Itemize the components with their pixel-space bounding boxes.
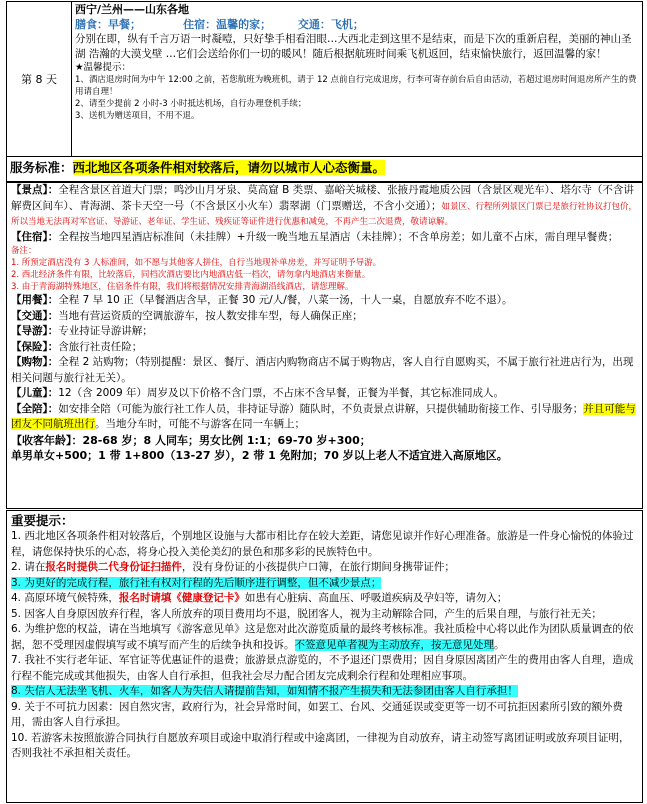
note-text: ，没有身份证的小孩提供户口簿，在旅行期间身携带证件；	[181, 561, 455, 573]
transport-text: 当地有营运资质的空调旅游车，按人数安排车型，每人确保正座；	[58, 309, 363, 322]
note-item: 10. 若游客未按照旅游合同执行自愿放弃项目或途中取消行程或中途离团，一律视为自动放弃，请主动签写离团证明或放弃项目证明，否则我社不承担相关责任。	[11, 731, 630, 759]
note-highlight: 不签意见单者视为主动放弃，按无意见处理	[294, 638, 494, 651]
meals-line: 膳食：早餐； 住宿：温馨的家； 交通：飞机；	[75, 18, 364, 31]
service-standard	[7, 157, 642, 179]
route-title: 西宁/兰州——山东各地	[75, 3, 190, 16]
escort-section	[11, 402, 638, 433]
note-emphasis: 报名时提供二代身份证扫描件	[45, 561, 182, 573]
note-text: 。	[494, 638, 505, 651]
meal-label: 【用餐】：	[11, 294, 59, 306]
note-item	[7, 560, 642, 576]
note-text: 2. 请在	[11, 561, 46, 573]
age-line: 【收客年龄】：28-68 岁；8 人同车；男女比例 1:1；69-70 岁+300；	[11, 433, 371, 447]
tip-item: 2、请至少提前 2 小时-3 小时抵达机场，自行办理登机手续；	[75, 99, 307, 109]
note-item	[7, 622, 642, 653]
note-item	[7, 576, 642, 592]
scenic-text: 全程含景区首道大门票；鸣沙山月牙泉、莫高窟 B 类票、嘉峪关城楼、张掖丹霞地质公园（含景区观光车）、塔尔寺（不含讲解费区间车）、青海湖、茶卡天空一号（不含景区小火车）翡翠湖（门票赠送，不含小交通）；	[11, 184, 634, 212]
note-text: 6. 为维护您的权益，请在当地填写《游客意见单》这是您对此次游览质量的最终考核标准。我社质检中心将以此作为团队质量调查的依据，恕不受理因虚假填写或不填写而产生的后续争执和投诉。	[11, 623, 634, 651]
meal-text: 全程 7 早 10 正（早餐酒店含早，正餐 30 元/人/餐，八菜一汤，十人一桌，自愿放弃不吃不退）。	[58, 294, 513, 306]
note-highlight: 3. 为更好的完成行程，旅行社有权对行程的先后顺序进行调整，但不减少景点；	[11, 576, 382, 589]
note-text: 4. 高原环境气候特殊，	[11, 592, 119, 604]
transport-section	[11, 309, 638, 325]
hotel-note: 3. 由于青海湖特殊地区，住宿条件有限，我们将根据情况安排青海湖沿线酒店，请您理解。	[11, 282, 354, 292]
note-item	[7, 591, 642, 607]
itinerary-page	[6, 1, 643, 802]
shopping-text: 全程 2 站购物；（特别提醒：景区、餐厅、酒店内购物商店不属于购物店，客人自行自愿购买，不属于旅行社进店行为，出现相关问题与旅行社无关）。	[11, 356, 634, 384]
guide-section	[11, 324, 638, 340]
transport-label: 【交通】：	[11, 309, 59, 322]
note-highlight: 8. 失信人无法坐飞机、火车，如客人为失信人请提前告知，如知情不报产生损失和无法参团由客人自行承担！	[11, 685, 518, 697]
scenic-note: 如景区、行程所列景区门票已是旅行社协议打包价，所以当地无法再对军官证、导游证、老年证、学生证、残疾证等证件进行优惠和减免，不再产生二次退费，敬请谅解。	[11, 201, 638, 227]
service-standard-row	[6, 156, 643, 182]
note-item	[7, 684, 642, 700]
meal-section	[11, 293, 638, 309]
hotel-label: 【住宿】：	[11, 230, 59, 243]
note-item: 9. 关于不可抗力因素：因自然灾害，政府行为，社会异常时间，如罢工、台风、交通延误或变更等一切不可抗拒因素所引致的额外费用，需由客人自行承担。	[11, 700, 623, 728]
service-standard-label: 服务标准：	[10, 160, 73, 175]
day-content	[75, 3, 640, 122]
note-item: 5. 因客人自身原因放弃行程，客人所放弃的项目费用均不退，脱团客人，视为主动解除合同，产生的后果自理，与旅行社无关；	[11, 607, 602, 620]
hotel-note: 1. 所预定酒店没有 3 人标准间，如不愿与其他客人拼住，自行当地现补单房差，并写证明予导游。	[11, 258, 382, 268]
hotel-section	[11, 230, 638, 246]
shopping-label: 【购物】：	[11, 356, 59, 368]
note-emphasis: 报名时请填《健康登记卡》	[118, 592, 245, 604]
escort-text-end: 。当地分车时，可能不与游客在同一车辆上；	[95, 418, 305, 430]
children-label: 【儿童】：	[11, 387, 59, 399]
tip-item: 3、送机为赠送项目，不用不退。	[75, 111, 200, 121]
hotel-notes-heading: 备注：	[11, 246, 37, 256]
guide-label: 【导游】：	[11, 325, 59, 337]
tips-heading: ★温馨提示：	[75, 62, 132, 73]
hotel-text: 全程按当地四星酒店标准间（未挂牌）+升级一晚当地五星酒店（未挂牌）；不含单房差；如儿童不占床，需自理早餐费；	[58, 230, 619, 243]
day-row	[6, 1, 643, 157]
insurance-label: 【保险】：	[11, 340, 59, 353]
service-details	[6, 182, 643, 509]
scenic-label: 【景点】：	[11, 184, 59, 196]
escort-highlight: 并且可能与团友不同航班出行	[11, 402, 636, 430]
day-description: 分别在即，纵有千言万语一时凝噎，只好挚手相看泪眼…大西北走到这里不是结束，而是下次的重新启程，美丽的神山圣湖 浩瀚的大漠戈壁 …它们会送给你们一切的暖风！随后根据航班时间乘飞机返回，结束愉快旅行，返回温馨的家！	[75, 33, 632, 60]
hotel-note: 2. 西北经济条件有限，比较落后，同档次酒店要比内地酒店低一档次，请勿拿内地酒店来衡量。	[11, 270, 371, 280]
important-title: 重要提示：	[11, 513, 74, 528]
service-standard-text: 西北地区各项条件相对较落后，请勿以城市人心态衡量。	[72, 160, 386, 175]
escort-text: 如安排全陪（可能为旅行社工作人员，非持证导游）随队时，不负责景点讲解，只提供辅助衔接工作、引导服务；	[58, 402, 584, 415]
shopping-section	[11, 355, 638, 386]
age-line: 单男单女+500；1 带 1+800（13-27 岁），2 带 1 免附加；70 岁以上老人不适宜进入高原地区。	[11, 448, 508, 462]
escort-label: 【全陪】：	[11, 402, 59, 415]
guide-text: 专业持证导游讲解；	[58, 325, 153, 337]
children-text: 12（含 2009 年）周岁及以下价格不含门票，不占床不含早餐，正餐为半餐，其它标准同成人。	[58, 387, 505, 399]
note-item: 7. 我社不实行老年证、军官证等优惠证件的退费；旅游景点游览的，不予退还门票费用；因自身原因离团产生的费用由客人自理，造成行程不能完成或其他损失，由客人自行承担，但我社会尽力配合团友完成剩余行程和处理相应事项。	[11, 654, 634, 682]
insurance-text: 含旅行社责任险；	[58, 340, 143, 353]
insurance-section	[11, 340, 638, 356]
note-text: 如患有心脏病、高血压、呼吸道疾病及孕妇等，请勿入；	[244, 592, 508, 604]
day-label: 第 8 天	[7, 2, 72, 156]
tip-item: 1、酒店退房时间为中午 12:00 之前，若您航班为晚班机，请于 12 点前自行完成退房，行李可寄存前台后自由活动，若超过退房时间退房所产生的费用请自理！	[75, 75, 637, 97]
children-section	[11, 386, 638, 402]
important-notes	[6, 510, 643, 803]
note-item: 1. 西北地区各项条件相对较落后，个别地区设施与大都市相比存在较大差距，请您见谅并作好心理准备。旅游是一件身心愉悦的体验过程，请您保持快乐的心态，将身心投入美伦美幻的景色和那多彩的民族特色中。	[11, 530, 634, 558]
scenic-section	[11, 183, 638, 230]
